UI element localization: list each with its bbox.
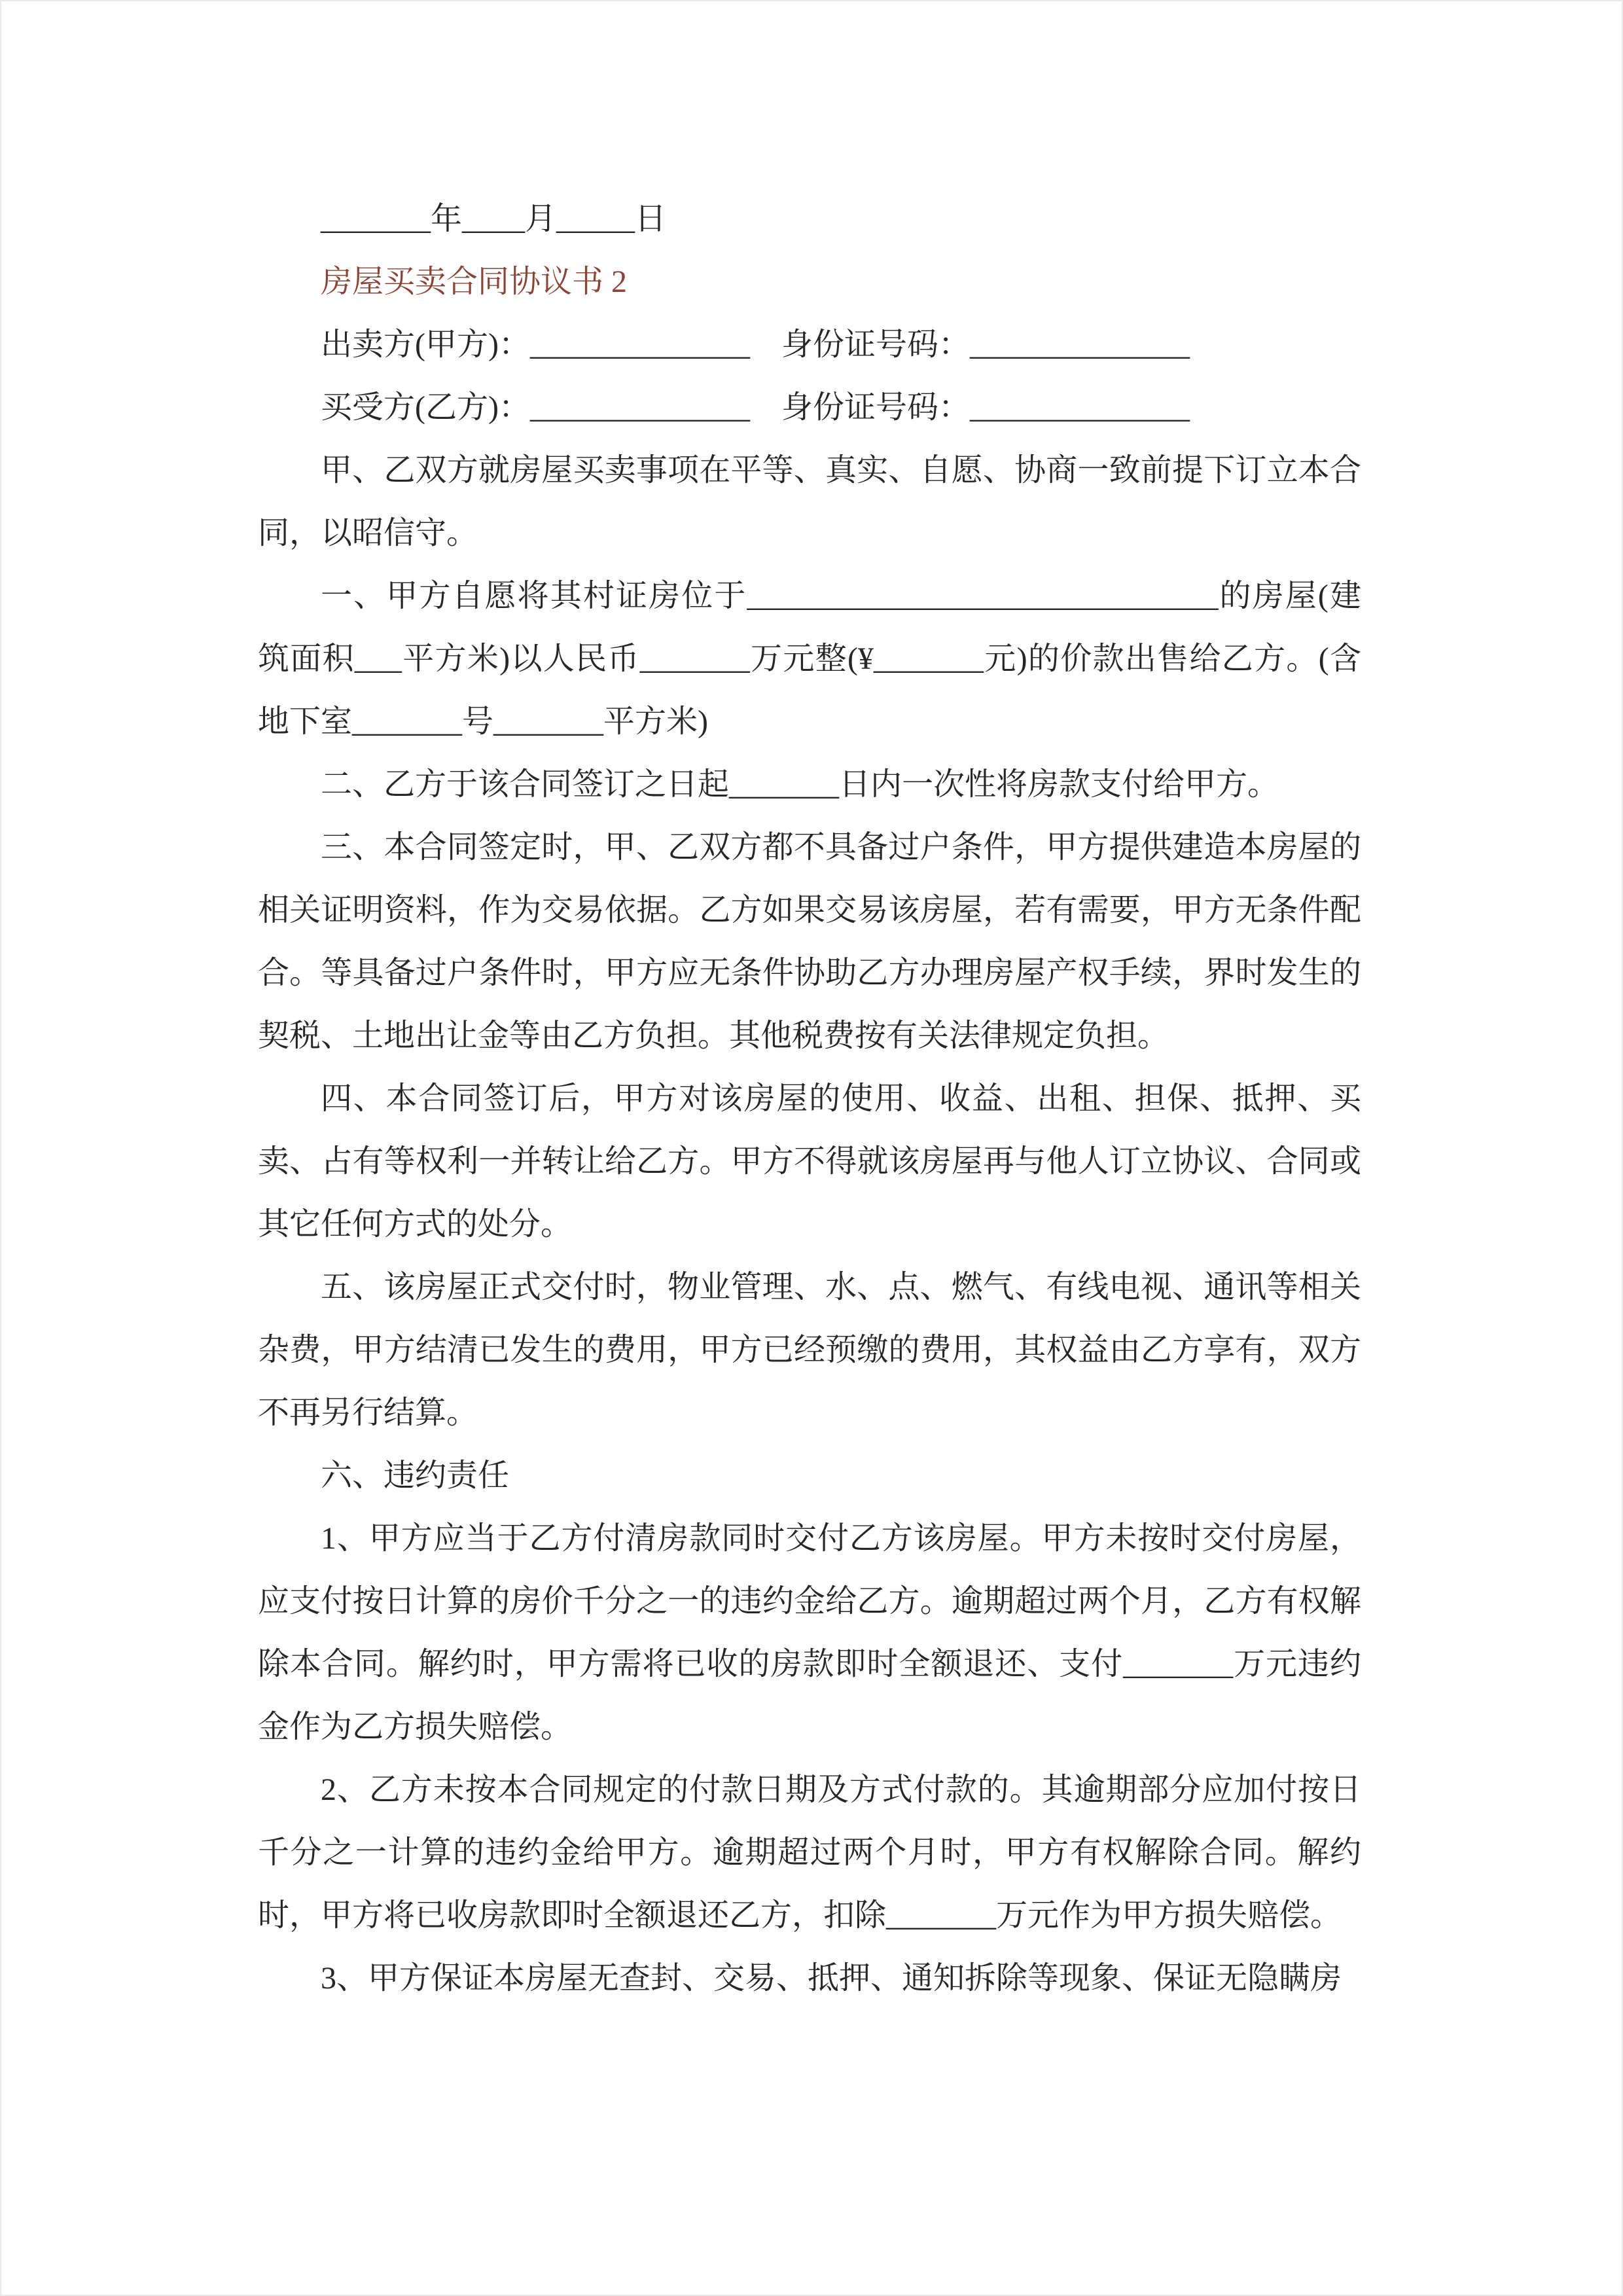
buyer-line: 买受方(乙方)：______________ 身份证号码：______________ xyxy=(321,390,1190,425)
breach-item-1: 1、甲方应当于乙方付清房款同时交付乙方该房屋。甲方未按时交付房屋，应支付按日计算的房价千分之一的违约金给乙方。逾期超过两个月，乙方有权解除本合同。解约时，甲方需将已收的房款即时全额退还、支付_______万元违约金作为乙方损失赔偿。 xyxy=(258,1521,1361,1744)
clause-4: 四、本合同签订后，甲方对该房屋的使用、收益、出租、担保、抵押、买卖、占有等权利一并转让给乙方。甲方不得就该房屋再与他人订立协议、合同或其它任何方式的处分。 xyxy=(258,1081,1361,1242)
clause-2: 二、乙方于该合同签订之日起_______日内一次性将房款支付给甲方。 xyxy=(321,767,1279,802)
document-title: 房屋买卖合同协议书 2 xyxy=(321,264,628,299)
clause-6-heading: 六、违约责任 xyxy=(321,1458,510,1493)
preamble: 甲、乙双方就房屋买卖事项在平等、真实、自愿、协商一致前提下订立本合同，以昭信守。 xyxy=(258,453,1361,550)
date-line: _______年____月_____日 xyxy=(321,202,667,236)
clause-3: 三、本合同签定时，甲、乙双方都不具备过户条件，甲方提供建造本房屋的相关证明资料，作为交易依据。乙方如果交易该房屋，若有需要，甲方无条件配合。等具备过户条件时，甲方应无条件协助乙方办理房屋产权手续，界时发生的契税、土地出让金等由乙方负担。其他税费按有关法律规定负担。 xyxy=(258,830,1361,1053)
breach-item-2: 2、乙方未按本合同规定的付款日期及方式付款的。其逾期部分应加付按日千分之一计算的违约金给甲方。逾期超过两个月时，甲方有权解除合同。解约时，甲方将已收房款即时全额退还乙方，扣除_______万元作为甲方损失赔偿。 xyxy=(258,1772,1361,1933)
clause-5: 五、该房屋正式交付时，物业管理、水、点、燃气、有线电视、通讯等相关杂费，甲方结清已发生的费用，甲方已经预缴的费用，其权益由乙方享有，双方不再另行结算。 xyxy=(258,1270,1361,1430)
seller-line: 出卖方(甲方)：______________ 身份证号码：______________ xyxy=(321,327,1190,362)
breach-item-3: 3、甲方保证本房屋无查封、交易、抵押、通知拆除等现象、保证无隐瞒房 xyxy=(321,1961,1342,1996)
clause-1: 一、甲方自愿将其村证房位于______________________________的房屋(建筑面积___平方米)以人民币_______万元整(¥_______元)的价款出售给乙方。(含地下室_______号_______平方米) xyxy=(258,579,1361,739)
